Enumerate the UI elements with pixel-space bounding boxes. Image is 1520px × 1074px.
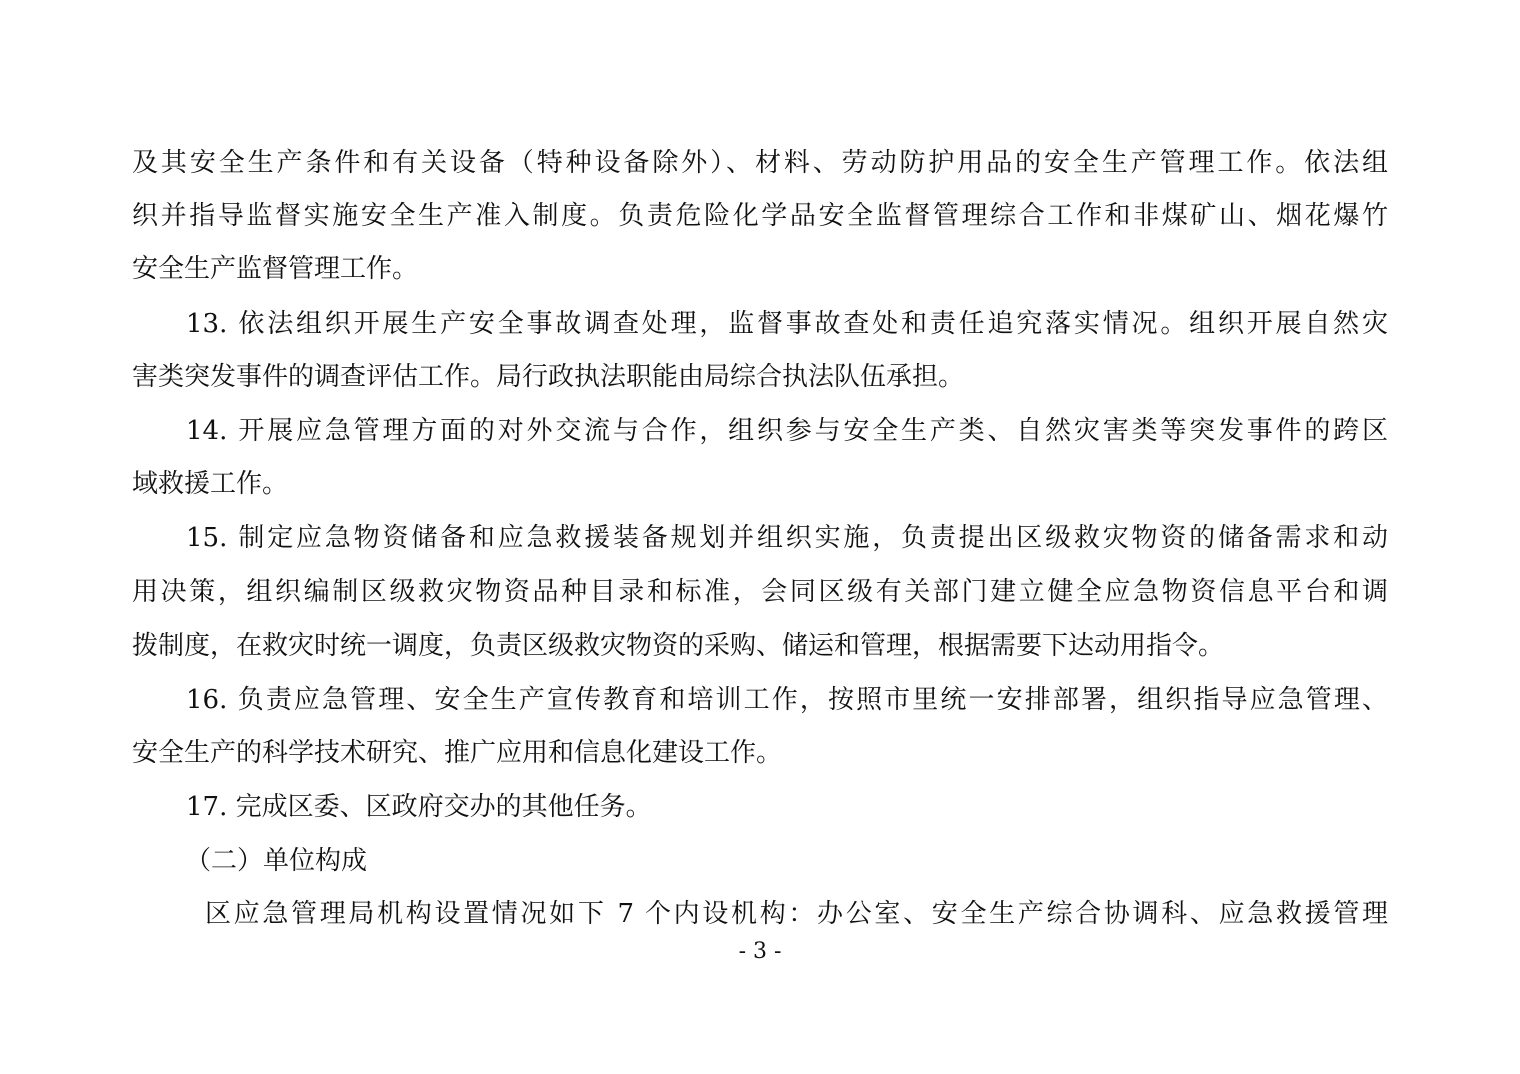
text-line: 拨制度，在救灾时统一调度，负责区级救灾物资的采购、储运和管理，根据需要下达动用指令。 xyxy=(132,631,1225,661)
text-line: 15. 制定应急物资储备和应急救援装备规划并组织实施，负责提出区级救灾物资的储备需求和动 xyxy=(186,523,1388,553)
text-line: 区应急管理局机构设置情况如下 7 个内设机构：办公室、安全生产综合协调科、应急救援管理 xyxy=(205,899,1388,929)
text-line: 16. 负责应急管理、安全生产宣传教育和培训工作，按照市里统一安排部署，组织指导应急管理、 xyxy=(186,685,1388,715)
text-line: 17. 完成区委、区政府交办的其他任务。 xyxy=(186,792,652,822)
text-line: 14. 开展应急管理方面的对外交流与合作，组织参与安全生产类、自然灾害类等突发事件的跨区 xyxy=(186,416,1388,446)
section-heading: （二）单位构成 xyxy=(185,846,368,876)
text-line: 织并指导监督实施安全生产准入制度。负责危险化学品安全监督管理综合工作和非煤矿山、烟花爆竹 xyxy=(132,201,1388,231)
page-number: - 3 - xyxy=(738,939,782,964)
text-line: 13. 依法组织开展生产安全事故调查处理，监督事故查处和责任追究落实情况。组织开展自然灾 xyxy=(186,309,1388,339)
text-line: 及其安全生产条件和有关设备（特种设备除外）、材料、劳动防护用品的安全生产管理工作。依法组 xyxy=(132,148,1388,178)
text-line: 害类突发事件的调查评估工作。局行政执法职能由局综合执法队伍承担。 xyxy=(132,362,965,392)
text-line: 安全生产监督管理工作。 xyxy=(132,254,419,284)
text-line: 用决策，组织编制区级救灾物资品种目录和标准，会同区级有关部门建立健全应急物资信息平台和调 xyxy=(132,577,1388,607)
text-line: 安全生产的科学技术研究、推广应用和信息化建设工作。 xyxy=(132,738,783,768)
text-line: 域救援工作。 xyxy=(132,469,289,499)
